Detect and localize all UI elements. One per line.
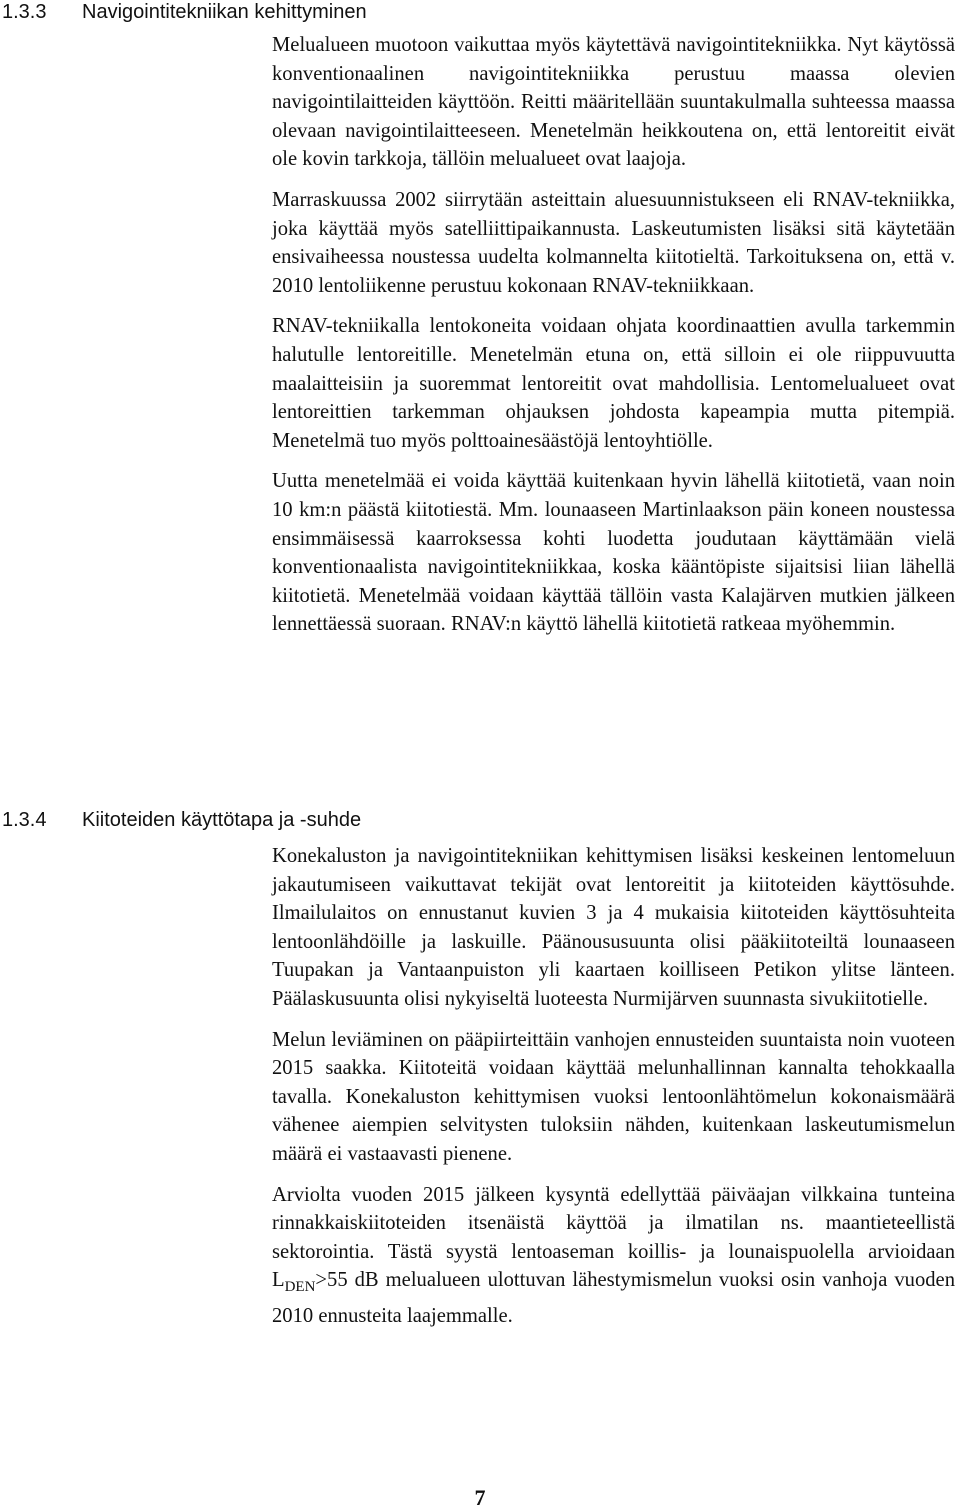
section-body-1-3-4 bbox=[272, 842, 955, 1343]
section-body-1-3-3 bbox=[272, 31, 955, 651]
paragraph: Uutta menetelmää ei voida käyttää kuitenkaan hyvin lähellä kiitotietä, vaan noin 10 km:n päästä kiitotiestä. Mm. lounaaseen Martinlaakson päin koneen noustessa ensimmäisessä kaarroksessa kohti luodetta joudutaan käyttämään vielä konventionaalista navigointitekniikkaa, koska kääntöpiste sijaitsisi liian lähellä kiitotietä. Menetelmää voidaan käyttää tällöin vasta Kalajärven mutkien jälkeen lennettäessä suoraan. RNAV:n käyttö lähellä kiitotietä ratkeaa myöhemmin. bbox=[272, 470, 955, 636]
section-title: Navigointitekniikan kehittyminen bbox=[82, 1, 367, 23]
paragraph: RNAV-tekniikalla lentokoneita voidaan ohjata koordinaattien avulla tarkemmin halutulle lentoreitille. Menetelmän etuna on, että silloin ei ole riippuvuutta maalaitteisiin ja suoremmat lentoreitit ovat mahdollisia. Lentomelualueet ovat lentoreittien tarkemman ohjauksen johdosta kapeampia mutta pitempiä. Menetelmä tuo myös polttoainesäästöjä lentoyhtiölle. bbox=[272, 315, 955, 452]
section-heading-1-3-3 bbox=[2, 0, 367, 24]
section-title: Kiitoteiden käyttötapa ja -suhde bbox=[82, 809, 362, 831]
paragraph: Marraskuussa 2002 siirrytään asteittain aluesuunnistukseen eli RNAV-tekniikka, joka käyttää myös satelliittipaikannusta. Laskeutumisten lisäksi sitä käytetään ensivaiheessa noustessa uudelta kolmannelta kiitotieltä. Tarkoituksena on, että v. 2010 lentoliikenne perustuu kokonaan RNAV-tekniikkaan. bbox=[272, 188, 955, 297]
paragraph-text-after: >55 dB melualueen ulottuvan lähestymismelun vuoksi osin vanhoja vuoden 2010 ennusteita laajemmalle. bbox=[272, 1269, 955, 1328]
section-heading-1-3-4 bbox=[2, 808, 361, 832]
paragraph: Melualueen muotoon vaikuttaa myös käytettävä navigointitekniikka. Nyt käytössä konventionaalinen navigointitekniikka perustuu maassa olevien navigointilaitteiden käyttöön. Reitti määritellään suuntakulmalla suhteessa maassa olevaan navigointilaitteeseen. Menetelmän heikkoutena on, että lentoreitit eivät ole kovin tarkkoja, tällöin melualueet ovat laajoja. bbox=[272, 34, 955, 171]
section-number: 1.3.4 bbox=[2, 809, 47, 831]
paragraph-with-subscript bbox=[272, 1181, 955, 1331]
paragraph-text-before: Arviolta vuoden 2015 jälkeen kysyntä edellyttää päiväajan vilkkaina tunteina rinnakkaiskiitoteiden itsenäistä käyttöä ja ilmatilan ns. maantieteellistä sektorointia. Tästä syystä lentoaseman koillis- ja lounaispuolella arvioidaan L bbox=[272, 1183, 955, 1292]
section-number: 1.3.3 bbox=[2, 1, 47, 23]
paragraph: Melun leviäminen on pääpiirteittäin vanhojen ennusteiden suuntaista noin vuoteen 2015 saakka. Kiitoteitä voidaan käyttää melunhallinnan kannalta tehokkaalla tavalla. Konekaluston kehittymisen vuoksi lentoonlähtömelun kokonaismäärä vähenee aiempien selvitysten tuloksiin nähden, kuitenkaan laskeutumismelun määrä ei vastaavasti pienene. bbox=[272, 1028, 955, 1165]
paragraph: Konekaluston ja navigointitekniikan kehittymisen lisäksi keskeinen lentomeluun jakautumiseen vaikuttavat tekijät ovat lentoreitit ja kiitoteiden käyttösuhde. Ilmailulaitos on ennustanut kuvien 3 ja 4 mukaisia kiitoteiden käyttösuhteita lentoonlähdöille ja laskuille. Päänoususuunta olisi pääkiitoteiltä lounaaseen Tuupakan ja Vantaanpuiston yli kaartaen koilliseen Petikon ylitse länteen. Päälaskusuunta olisi nykyiseltä luoteesta Nurmijärven suunnasta sivukiitotielle. bbox=[272, 845, 955, 1010]
page-number: 7 bbox=[474, 1485, 486, 1510]
subscript-den: DEN bbox=[284, 1279, 316, 1296]
